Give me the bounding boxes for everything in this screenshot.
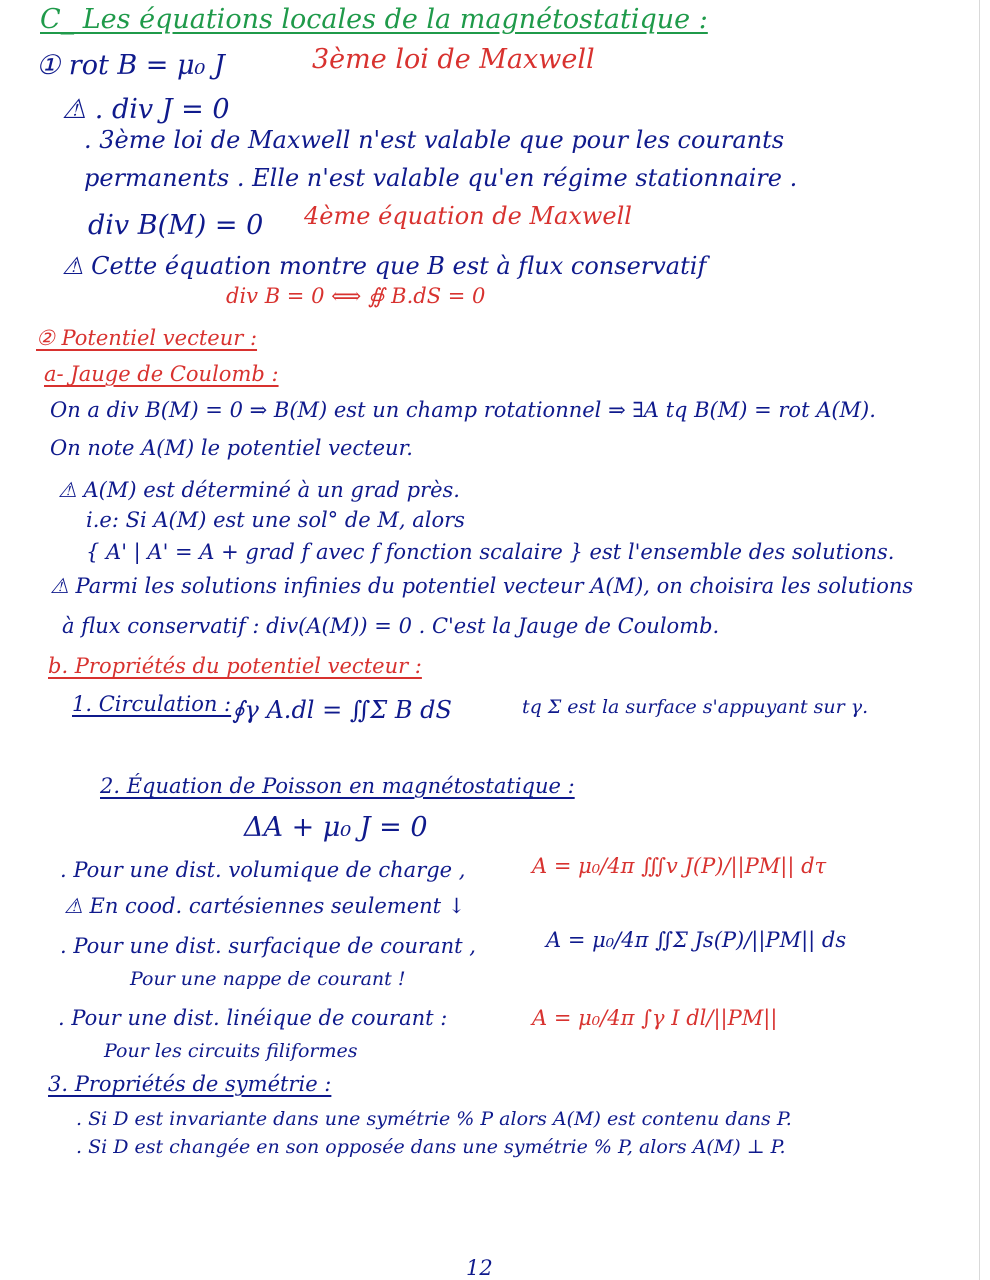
text-line: permanents . Elle n'est valable qu'en régime stationnaire . xyxy=(84,164,798,192)
text-line: à flux conservatif : div(A(M)) = 0 . C'est la Jauge de Coulomb. xyxy=(62,614,720,638)
item-heading: 3. Propriétés de symétrie : xyxy=(48,1072,332,1096)
text-line: ⚠ Parmi les solutions infinies du potentiel vecteur A(M), on choisira les solutions xyxy=(50,574,914,598)
subsection-heading: b. Propriétés du potentiel vecteur : xyxy=(48,654,422,678)
equation-circulation: ∮γ A.dl = ∬Σ B dS xyxy=(232,696,452,724)
text-line: . Si D est invariante dans une symétrie % P alors A(M) est contenu dans P. xyxy=(76,1108,792,1130)
text-line: . Si D est changée en son opposée dans une symétrie % P, alors A(M) ⊥ P. xyxy=(76,1136,786,1158)
text-line: On a div B(M) = 0 ⇒ B(M) est un champ rotationnel ⇒ ∃A tq B(M) = rot A(M). xyxy=(50,398,876,422)
page-number: 12 xyxy=(466,1256,493,1280)
equation-div-b: div B(M) = 0 xyxy=(88,210,264,241)
subsection-heading: a- Jauge de Coulomb : xyxy=(44,362,279,386)
text-line: . Pour une dist. volumique de charge , xyxy=(60,858,466,882)
section-title: C_ Les équations locales de la magnétostatique : xyxy=(40,4,708,35)
note-maxwell-4: 4ème équation de Maxwell xyxy=(304,202,632,230)
text-line: ⚠ A(M) est déterminé à un grad près. xyxy=(58,478,460,502)
equation-rot-b: ① rot B = μ₀ J xyxy=(36,50,225,81)
text-line: { A' | A' = A + grad f avec f fonction scalaire } est l'ensemble des solutions. xyxy=(86,540,895,564)
equation-div-j: ⚠ . div J = 0 xyxy=(62,94,230,125)
section-heading: ② Potentiel vecteur : xyxy=(36,326,258,350)
equation-poisson: ΔA + μ₀ J = 0 xyxy=(244,812,428,843)
text-line: . Pour une dist. surfacique de courant , xyxy=(60,934,476,958)
text-line: tq Σ est la surface s'appuyant sur γ. xyxy=(522,696,869,718)
formula-linear: A = μ₀/4π ∫γ I dl/||PM|| xyxy=(532,1006,778,1030)
page-edge-divider xyxy=(979,0,980,1280)
text-line: . Pour une dist. linéique de courant : xyxy=(58,1006,448,1030)
text-line: ⚠ En cood. cartésiennes seulement ↓ xyxy=(64,894,466,918)
note-maxwell-3: 3ème loi de Maxwell xyxy=(312,44,595,75)
text-line: . 3ème loi de Maxwell n'est valable que pour les courants xyxy=(84,126,785,154)
item-heading: 2. Équation de Poisson en magnétostatique : xyxy=(100,774,575,798)
formula-surfacic: A = μ₀/4π ∬Σ Js(P)/||PM|| ds xyxy=(546,928,847,952)
text-line: Pour une nappe de courant ! xyxy=(130,968,406,990)
text-line: Pour les circuits filiformes xyxy=(104,1040,358,1062)
text-line: On note A(M) le potentiel vecteur. xyxy=(50,436,413,460)
item-heading: 1. Circulation : xyxy=(72,692,232,716)
text-line: i.e: Si A(M) est une sol° de M, alors xyxy=(86,508,465,532)
text-line: ⚠ Cette équation montre que B est à flux conservatif xyxy=(62,252,707,280)
equation-flux: div B = 0 ⟺ ∯ B.dS = 0 xyxy=(226,284,486,308)
formula-volumic: A = μ₀/4π ∭v J(P)/||PM|| dτ xyxy=(532,854,827,878)
